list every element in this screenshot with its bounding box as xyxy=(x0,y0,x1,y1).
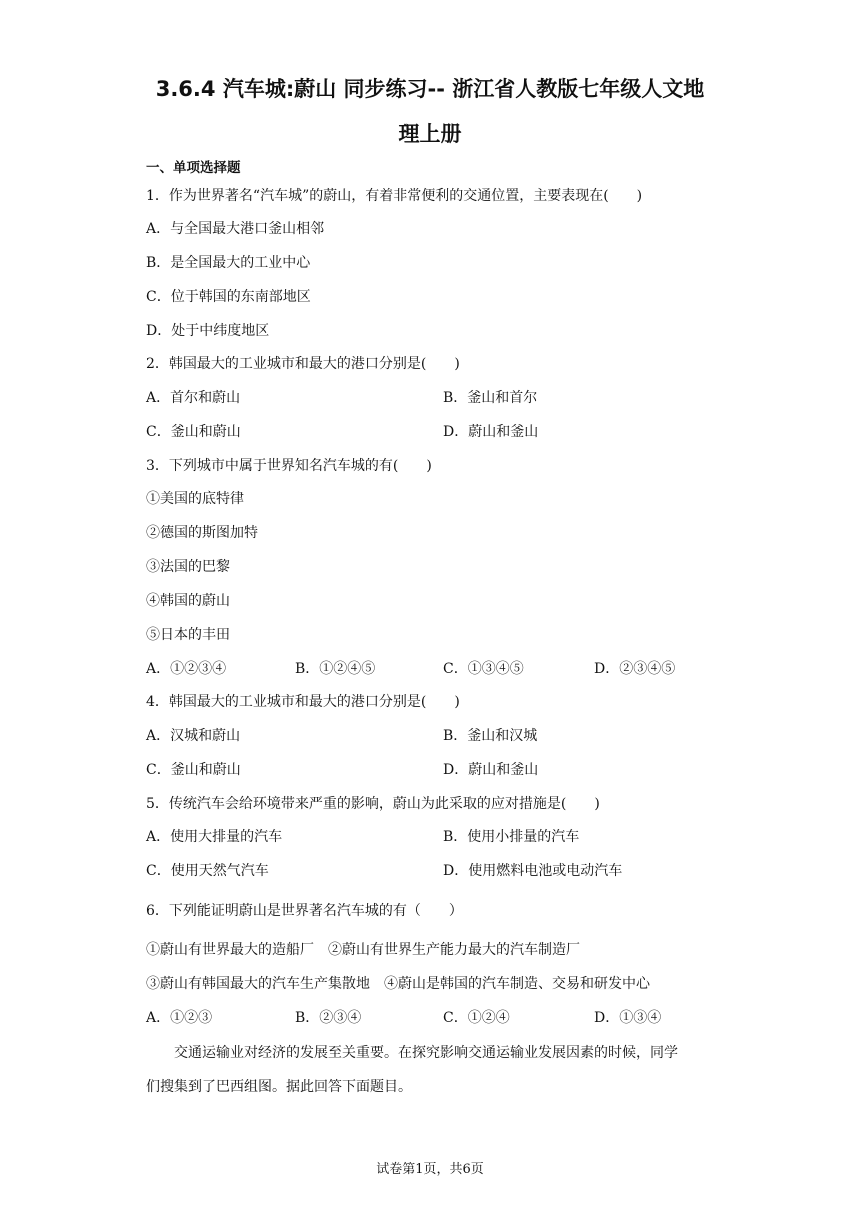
q5-stem: 5．传统汽车会给环境带来严重的影响，蔚山为此采取的应对措施是( ) xyxy=(146,796,600,812)
q4-option-b: B．釜山和汉城 xyxy=(443,728,538,744)
q6-option-a: A．①②③ xyxy=(146,1010,213,1026)
q2-option-b: B．釜山和首尔 xyxy=(443,390,538,406)
q1-option-c: C．位于韩国的东南部地区 xyxy=(146,289,311,305)
document-title-line-2: 理上册 xyxy=(398,122,462,146)
q5-option-c: C．使用天然气汽车 xyxy=(146,863,269,879)
q2-option-c: C．釜山和蔚山 xyxy=(146,424,241,440)
q2-option-d: D．蔚山和釜山 xyxy=(443,424,539,440)
intro-line-1: 交通运输业对经济的发展至关重要。在探究影响交通运输业发展因素的时候，同学 xyxy=(174,1045,678,1061)
q1-stem: 1．作为世界著名“汽车城”的蔚山，有着非常便利的交通位置，主要表现在( ) xyxy=(146,188,643,204)
q2-option-a: A．首尔和蔚山 xyxy=(146,390,241,406)
q4-stem: 4．韩国最大的工业城市和最大的港口分别是( ) xyxy=(146,694,460,710)
q3-item: ④韩国的蔚山 xyxy=(146,593,230,609)
q3-item: ①美国的底特律 xyxy=(146,491,244,507)
document-title-line-1: 3.6.4 汽车城:蔚山 同步练习-- 浙江省人教版七年级人文地 xyxy=(155,77,705,101)
q6-option-d: D．①③④ xyxy=(594,1010,662,1026)
q3-stem: 3．下列城市中属于世界知名汽车城的有( ) xyxy=(146,458,432,474)
q3-item: ③法国的巴黎 xyxy=(146,559,230,575)
q4-option-d: D．蔚山和釜山 xyxy=(443,762,539,778)
q2-stem: 2．韩国最大的工业城市和最大的港口分别是( ) xyxy=(146,356,460,372)
intro-paragraph xyxy=(146,1036,716,1104)
section-heading: 一、单项选择题 xyxy=(146,160,241,176)
q1-option-b: B．是全国最大的工业中心 xyxy=(146,255,311,271)
q6-option-b: B．②③④ xyxy=(295,1010,362,1026)
q3-item: ②德国的斯图加特 xyxy=(146,525,258,541)
q1-option-a: A．与全国最大港口釜山相邻 xyxy=(146,221,325,237)
q3-option-d: D．②③④⑤ xyxy=(594,661,676,677)
q4-option-c: C．釜山和蔚山 xyxy=(146,762,241,778)
q4-option-a: A．汉城和蔚山 xyxy=(146,728,241,744)
q3-option-a: A．①②③④ xyxy=(146,661,227,677)
page-footer: 试卷第1页，共6页 xyxy=(376,1162,484,1177)
intro-line-2: 们搜集到了巴西组图。据此回答下面题目。 xyxy=(146,1079,412,1095)
q6-items-line-1: ①蔚山有世界最大的造船厂 ②蔚山有世界生产能力最大的汽车制造厂 xyxy=(146,942,580,958)
q3-item: ⑤日本的丰田 xyxy=(146,627,230,643)
q3-option-c: C．①③④⑤ xyxy=(443,661,524,677)
q1-option-d: D．处于中纬度地区 xyxy=(146,323,270,339)
q5-option-d: D．使用燃料电池或电动汽车 xyxy=(443,863,623,879)
q6-stem: 6．下列能证明蔚山是世界著名汽车城的有（ ） xyxy=(146,903,463,919)
q5-option-a: A．使用大排量的汽车 xyxy=(146,829,283,845)
q3-option-b: B．①②④⑤ xyxy=(295,661,376,677)
q6-items-line-2: ③蔚山有韩国最大的汽车生产集散地 ④蔚山是韩国的汽车制造、交易和研发中心 xyxy=(146,976,650,992)
q5-option-b: B．使用小排量的汽车 xyxy=(443,829,580,845)
q6-option-c: C．①②④ xyxy=(443,1010,510,1026)
